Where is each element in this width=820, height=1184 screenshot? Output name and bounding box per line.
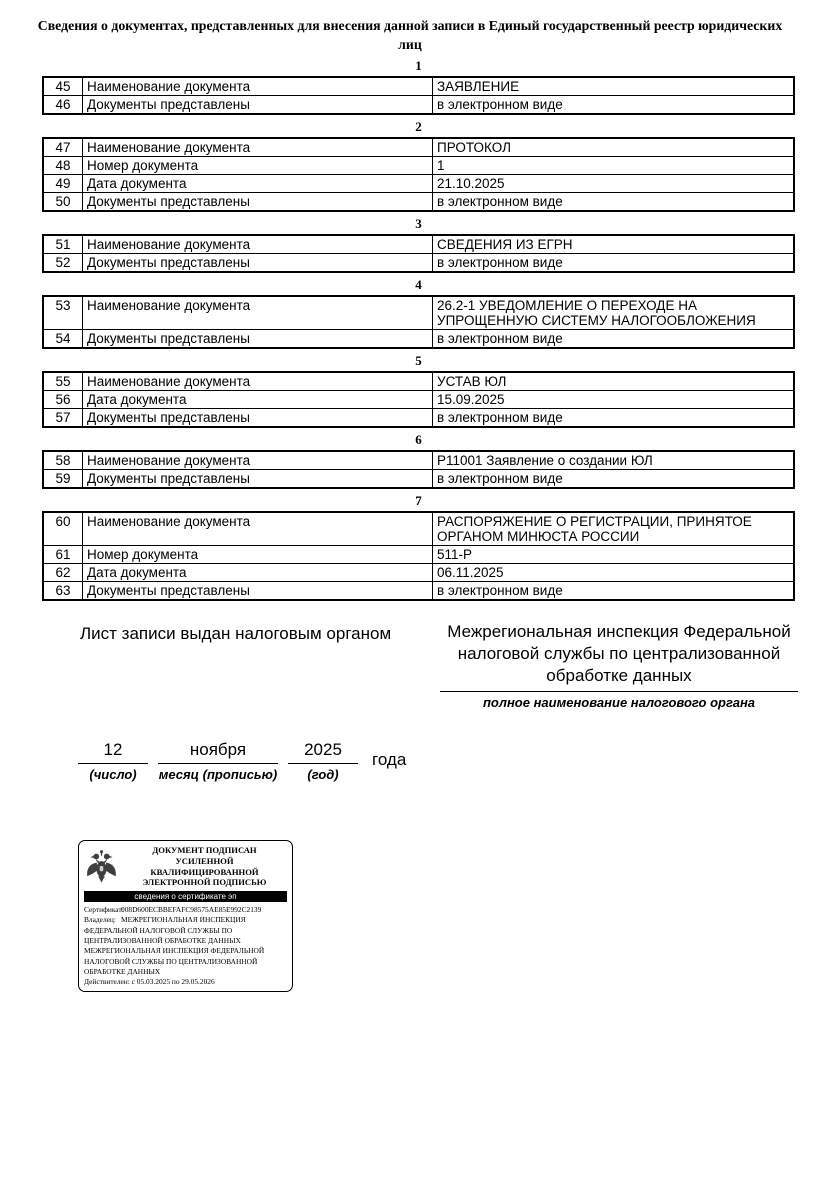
table-row: [43, 330, 794, 349]
attribute-label-cell: Наименование документа: [83, 512, 433, 546]
row-number-cell: 58: [43, 451, 83, 470]
row-number-cell: 59: [43, 470, 83, 489]
attribute-value-cell: 511-Р: [433, 546, 795, 564]
attribute-value-cell: ЗАЯВЛЕНИЕ: [433, 77, 795, 96]
table-row: [43, 512, 794, 546]
documents-table: [42, 234, 795, 273]
issued-by-label: Лист записи выдан налоговым органом: [80, 624, 392, 643]
issue-month-caption: месяц (прописью): [158, 767, 278, 782]
tax-authority-caption: полное наименование налогового органа: [482, 695, 756, 710]
certificate-line: [84, 905, 287, 915]
table-row: [43, 193, 794, 212]
row-number-cell: 48: [43, 157, 83, 175]
attribute-label-cell: Наименование документа: [83, 372, 433, 391]
section-number: 5: [415, 353, 422, 368]
attribute-label-cell: Документы представлены: [83, 330, 433, 349]
documents-table: [42, 76, 795, 115]
row-number-cell: 63: [43, 582, 83, 601]
stamp-title-line1: ДОКУМЕНТ ПОДПИСАН: [152, 845, 257, 855]
attribute-value-cell: Р11001 Заявление о создании ЮЛ: [433, 451, 795, 470]
table-row: [43, 409, 794, 428]
validity-value: с 05.03.2025 по 29.05.2026: [131, 977, 215, 987]
attribute-value-cell: в электронном виде: [433, 582, 795, 601]
issue-month-field: [158, 740, 278, 782]
attribute-label-cell: Дата документа: [83, 564, 433, 582]
issue-day-caption: (число): [89, 767, 137, 782]
tax-authority-name: Межрегиональная инспекция Федеральной налоговой службы по централизованной обработке данных: [440, 621, 798, 692]
issued-by-row: [80, 621, 798, 710]
validity-label: Действителен:: [84, 977, 130, 987]
attribute-value-cell: в электронном виде: [433, 409, 795, 428]
attribute-label-cell: Наименование документа: [83, 138, 433, 157]
row-number-cell: 55: [43, 372, 83, 391]
row-number-cell: 62: [43, 564, 83, 582]
section-number: 7: [415, 493, 422, 508]
table-row: [43, 138, 794, 157]
attribute-value-cell: 26.2-1 УВЕДОМЛЕНИЕ О ПЕРЕХОДЕ НА УПРОЩЕННУЮ СИСТЕМУ НАЛОГООБЛОЖЕНИЯ: [433, 296, 795, 330]
attribute-value-cell: в электронном виде: [433, 470, 795, 489]
section-number: 2: [415, 119, 422, 134]
table-row: [43, 372, 794, 391]
certificate-label: Сертификат:: [84, 905, 124, 915]
attribute-value-cell: 21.10.2025: [433, 175, 795, 193]
row-number-cell: 57: [43, 409, 83, 428]
row-number-cell: 49: [43, 175, 83, 193]
section-number: 4: [415, 277, 422, 292]
row-number-cell: 45: [43, 77, 83, 96]
stamp-header: [84, 845, 287, 888]
documents-table: [42, 511, 795, 601]
issue-month-value: ноября: [158, 740, 278, 764]
owner-line: [84, 915, 287, 977]
table-row: [43, 582, 794, 601]
issue-year-field: [288, 740, 358, 782]
attribute-value-cell: в электронном виде: [433, 193, 795, 212]
row-number-cell: 50: [43, 193, 83, 212]
row-number-cell: 60: [43, 512, 83, 546]
row-number-cell: 47: [43, 138, 83, 157]
row-number-cell: 54: [43, 330, 83, 349]
table-row: [43, 564, 794, 582]
attribute-label-cell: Документы представлены: [83, 409, 433, 428]
attribute-value-cell: СВЕДЕНИЯ ИЗ ЕГРН: [433, 235, 795, 254]
document-sections: [42, 59, 795, 601]
year-word: года: [372, 750, 407, 769]
attribute-label-cell: Наименование документа: [83, 296, 433, 330]
section-number: 1: [415, 58, 422, 73]
table-row: [43, 157, 794, 175]
row-number-cell: 52: [43, 254, 83, 273]
attribute-label-cell: Документы представлены: [83, 254, 433, 273]
documents-table: [42, 295, 795, 349]
documents-table: [42, 137, 795, 212]
validity-line: [84, 977, 287, 987]
attribute-label-cell: Номер документа: [83, 157, 433, 175]
table-row: [43, 175, 794, 193]
certificate-details: [84, 905, 287, 987]
owner-label: Владелец:: [84, 915, 116, 925]
attribute-label-cell: Дата документа: [83, 391, 433, 409]
attribute-value-cell: в электронном виде: [433, 254, 795, 273]
certificate-info-bar: сведения о сертификате эп: [84, 891, 287, 902]
digital-signature-stamp: [78, 840, 293, 992]
attribute-value-cell: в электронном виде: [433, 330, 795, 349]
attribute-label-cell: Наименование документа: [83, 451, 433, 470]
attribute-value-cell: УСТАВ ЮЛ: [433, 372, 795, 391]
table-row: [43, 77, 794, 96]
issue-day-field: [78, 740, 148, 782]
coat-of-arms-icon: [84, 848, 119, 886]
attribute-label-cell: Дата документа: [83, 175, 433, 193]
attribute-value-cell: 06.11.2025: [433, 564, 795, 582]
attribute-value-cell: 15.09.2025: [433, 391, 795, 409]
documents-table: [42, 371, 795, 428]
row-number-cell: 56: [43, 391, 83, 409]
documents-table: [42, 450, 795, 489]
certificate-value: 008D600ECBBEFAFC98575AE85E992C2139: [121, 905, 262, 915]
table-row: [43, 546, 794, 564]
attribute-value-cell: 1: [433, 157, 795, 175]
issue-year-caption: (год): [307, 767, 339, 782]
issue-day-value: 12: [78, 740, 148, 764]
attribute-label-cell: Документы представлены: [83, 582, 433, 601]
tax-authority-block: [440, 621, 798, 710]
owner-value: МЕЖРЕГИОНАЛЬНАЯ ИНСПЕКЦИЯ ФЕДЕРАЛЬНОЙ НАЛОГОВОЙ СЛУЖБЫ ПО ЦЕНТРАЛИЗОВАННОЙ ОБРАБОТКЕ ДАННЫХ МЕЖРЕГИОНАЛЬНАЯ ИНСПЕКЦИЯ ФЕДЕРАЛЬНОЙ НАЛОГОВОЙ СЛУЖБЫ ПО ЦЕНТРАЛИЗОВАННОЙ ОБРАБОТКЕ ДАННЫХ: [84, 915, 265, 976]
row-number-cell: 51: [43, 235, 83, 254]
table-row: [43, 470, 794, 489]
row-number-cell: 46: [43, 96, 83, 115]
attribute-value-cell: РАСПОРЯЖЕНИЕ О РЕГИСТРАЦИИ, ПРИНЯТОЕ ОРГАНОМ МИНЮСТА РОССИИ: [433, 512, 795, 546]
row-number-cell: 61: [43, 546, 83, 564]
table-row: [43, 96, 794, 115]
stamp-title: [122, 845, 287, 888]
table-row: [43, 451, 794, 470]
attribute-label-cell: Документы представлены: [83, 470, 433, 489]
attribute-value-cell: ПРОТОКОЛ: [433, 138, 795, 157]
section-number: 3: [415, 216, 422, 231]
attribute-label-cell: Наименование документа: [83, 77, 433, 96]
issue-date-row: [78, 740, 820, 782]
attribute-label-cell: Номер документа: [83, 546, 433, 564]
attribute-label-cell: Наименование документа: [83, 235, 433, 254]
section-number: 6: [415, 432, 422, 447]
attribute-value-cell: в электронном виде: [433, 96, 795, 115]
table-row: [43, 391, 794, 409]
stamp-title-line2: УСИЛЕННОЙ КВАЛИФИЦИРОВАННОЙ: [150, 855, 259, 877]
table-row: [43, 254, 794, 273]
table-row: [43, 235, 794, 254]
attribute-label-cell: Документы представлены: [83, 96, 433, 115]
table-row: [43, 296, 794, 330]
page-title: Сведения о документах, представленных для внесения данной записи в Единый государственный реестр юридических лиц: [37, 18, 783, 52]
row-number-cell: 53: [43, 296, 83, 330]
stamp-title-line3: ЭЛЕКТРОННОЙ ПОДПИСЬЮ: [142, 877, 267, 888]
issue-year-value: 2025: [288, 740, 358, 764]
attribute-label-cell: Документы представлены: [83, 193, 433, 212]
